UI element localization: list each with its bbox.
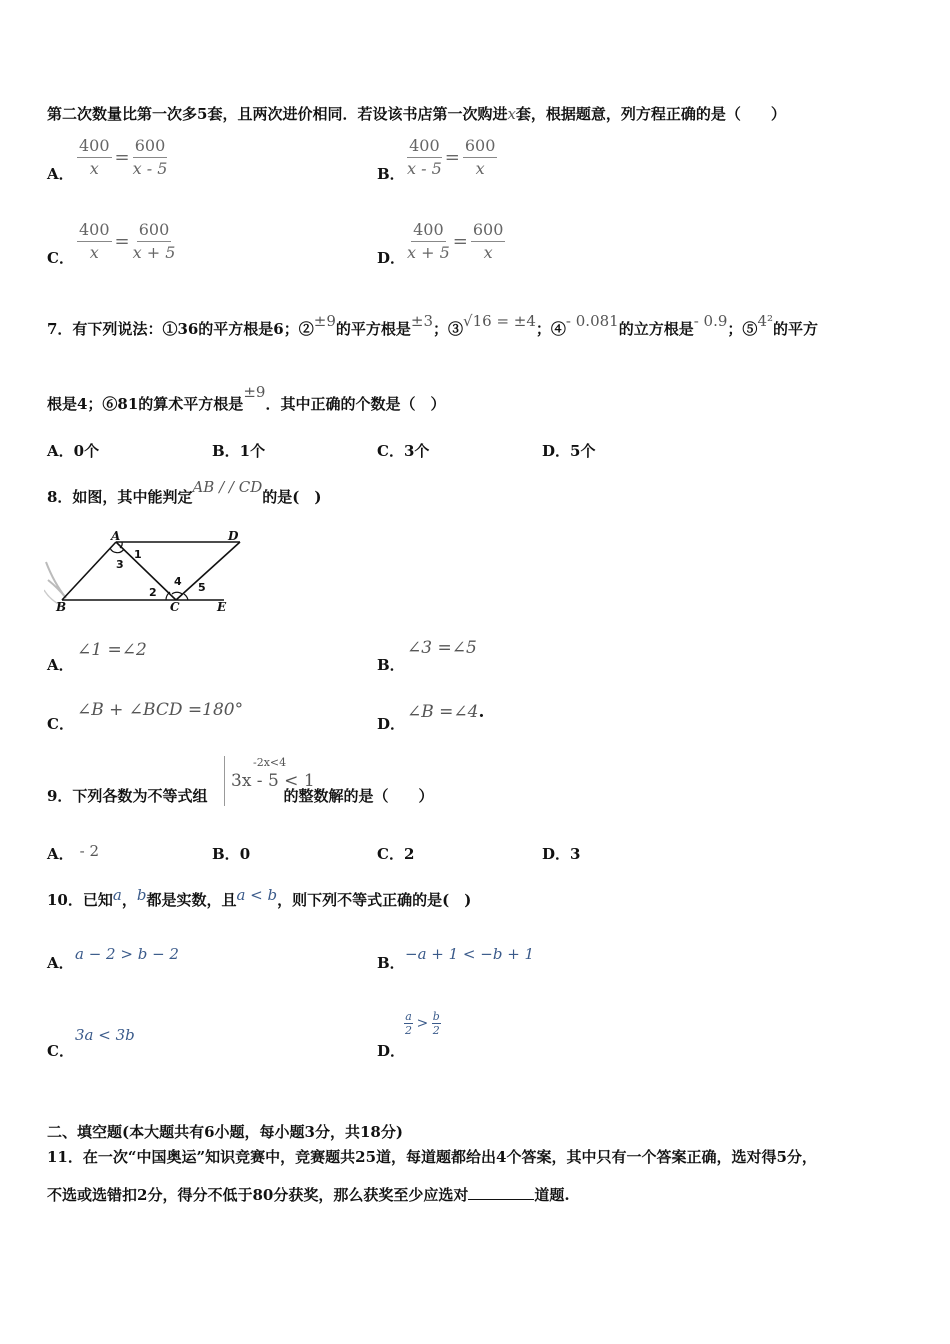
option-label: D． xyxy=(377,249,406,267)
numerator: b xyxy=(432,1010,440,1023)
q6-option-b[interactable] xyxy=(377,163,405,184)
q10-var-a: a xyxy=(112,886,122,904)
option-label: C． xyxy=(47,249,74,267)
line-CD xyxy=(176,542,240,600)
numerator: 400 xyxy=(411,219,446,242)
q8-stem xyxy=(47,478,322,507)
q6-option-a-equation xyxy=(77,135,167,180)
q8-option-d-tail: . xyxy=(478,702,485,722)
q10-option-c-math: 3a < 3b xyxy=(75,1026,135,1044)
q7-text: ；⑤ xyxy=(727,320,758,338)
equals-sign: = xyxy=(114,147,130,168)
numerator: 400 xyxy=(77,135,112,158)
q10-text: ，则下列不等式正确的是( ) xyxy=(277,891,472,909)
numerator: 600 xyxy=(463,135,498,158)
q7-math: - 0.9 xyxy=(693,312,728,330)
q6-option-d-equation xyxy=(407,219,505,264)
q9-option-b[interactable] xyxy=(212,843,250,864)
numerator: 600 xyxy=(471,219,506,242)
q8-option-d[interactable]: D． xyxy=(377,715,406,733)
q6-option-b-equation xyxy=(407,135,497,180)
q6-var: x xyxy=(507,105,516,123)
q10-option-a-math: a − 2 > b − 2 xyxy=(75,945,179,963)
angle-arc-2 xyxy=(166,592,170,600)
q10-text: 都是实数，且 xyxy=(146,891,237,909)
numerator: 400 xyxy=(77,219,112,242)
point-label-B: B xyxy=(56,600,67,614)
option-label: A． xyxy=(47,165,74,183)
q9-option-c-value: 2 xyxy=(403,845,415,863)
line-AC xyxy=(116,542,176,600)
denominator: x + 5 xyxy=(407,243,450,262)
angle-label-3: 3 xyxy=(116,558,124,571)
q9-option-b-value: 0 xyxy=(239,845,251,863)
q9-option-c[interactable] xyxy=(377,843,414,864)
q8-option-a-math: ∠1 =∠2 xyxy=(77,640,147,660)
angle-arc-4 xyxy=(172,592,182,594)
q7-text: ；④ xyxy=(535,320,566,338)
equals-sign: = xyxy=(114,231,130,252)
q6-option-c-equation xyxy=(77,219,175,264)
q7-math: 4² xyxy=(757,312,773,330)
q11-stem-line1: 11．在一次“中国奥运”知识竞赛中，竞赛题共25道，每道题都给出4个答案，其中只有一个答案正确，选对得5分， xyxy=(47,1148,817,1166)
denominator: 2 xyxy=(432,1024,440,1037)
q8-figure xyxy=(44,528,249,616)
option-label: D． xyxy=(542,845,571,863)
angle-label-4: 4 xyxy=(174,575,182,588)
q7-math-sqrt: √16 = ±4 xyxy=(463,312,536,330)
q6-stem xyxy=(47,103,786,124)
q7-math: - 0.081 xyxy=(565,312,619,330)
q6-option-a[interactable] xyxy=(47,163,74,184)
q10-option-a[interactable]: A． xyxy=(47,954,74,972)
q10-text: ， xyxy=(121,891,137,909)
answer-blank[interactable] xyxy=(468,1185,534,1200)
q6-option-d[interactable] xyxy=(377,247,405,268)
q9-text: 的整数解的是（ ） xyxy=(283,787,434,805)
figure-smudge-mark xyxy=(46,562,66,598)
denominator: x xyxy=(483,243,493,262)
q8-option-a[interactable]: A． xyxy=(47,656,74,674)
option-label: B． xyxy=(377,165,405,183)
equals-sign: = xyxy=(444,147,460,168)
q6-text2: 套，根据题意，列方程正确的是（ ） xyxy=(515,105,786,123)
q6-text: 第二次数量比第一次多5套，且两次进价相同．若设该书店第一次购进 xyxy=(47,105,508,123)
q8-option-d-math: ∠B =∠4 xyxy=(407,702,479,722)
numerator: a xyxy=(405,1010,412,1023)
angle-label-1: 1 xyxy=(134,548,142,561)
greater-than-sign: > xyxy=(416,1015,429,1032)
denominator: x xyxy=(475,159,485,178)
denominator: x xyxy=(89,243,99,262)
q9-option-a-math: - 2 xyxy=(79,842,100,860)
q7-text: ．其中正确的个数是（ ） xyxy=(265,395,446,413)
q7-text: 根是4；⑥81的算术平方根是 xyxy=(47,395,244,413)
numerator: 400 xyxy=(407,135,442,158)
q9-system-bottom: 3x - 5 < 1 xyxy=(231,771,315,791)
line-AB xyxy=(62,542,116,600)
q10-option-b-math: −a + 1 < −b + 1 xyxy=(405,945,535,963)
q8-option-b[interactable]: B． xyxy=(377,656,405,674)
q11-text: 不选或选错扣2分，得分不低于80分获奖，那么获奖至少应选对 xyxy=(47,1186,469,1204)
q8-option-c-math: ∠B + ∠BCD =180° xyxy=(77,700,244,720)
denominator: x + 5 xyxy=(132,243,176,262)
numerator: 600 xyxy=(133,135,168,158)
q7-stem-line1 xyxy=(47,312,819,339)
angle-label-5: 5 xyxy=(198,581,206,594)
q10-text: 10．已知 xyxy=(47,891,113,909)
q9-text: 9．下列各数为不等式组 xyxy=(47,787,208,805)
q8-text: 的是( ) xyxy=(262,488,322,506)
q9-system-top: -2x<4 xyxy=(253,756,287,769)
q9-inequality-system xyxy=(224,756,315,806)
denominator: x - 5 xyxy=(132,159,168,178)
q10-condition: a < b xyxy=(236,886,278,904)
angle-label-2: 2 xyxy=(149,586,157,599)
section-heading: 二、填空题(本大题共有6小题，每小题3分，共18分) xyxy=(47,1123,403,1141)
q8-math: AB / / CD xyxy=(192,478,263,496)
q8-option-d-math-wrap xyxy=(407,702,484,722)
q7-text: 的平方 xyxy=(773,320,819,338)
q8-option-b-math: ∠3 =∠5 xyxy=(407,638,477,658)
point-label-D: D xyxy=(228,529,239,543)
q10-var-b: b xyxy=(136,886,147,904)
q7-text: 7．有下列说法：①36的平方根是6；② xyxy=(47,320,314,338)
point-label-E: E xyxy=(217,600,227,614)
q10-option-d[interactable]: D． xyxy=(377,1042,406,1060)
q7-text: 的立方根是 xyxy=(618,320,694,338)
option-label: A． xyxy=(47,845,74,863)
numerator: 600 xyxy=(137,219,172,242)
q10-option-d-math xyxy=(404,1010,441,1037)
q8-option-c[interactable]: C． xyxy=(47,715,74,733)
equals-sign: = xyxy=(452,231,468,252)
q7-option-c[interactable]: C．3个 xyxy=(377,442,430,460)
q7-text: 的平方根是 xyxy=(335,320,411,338)
q9-option-d[interactable] xyxy=(542,843,580,864)
q10-stem xyxy=(47,886,472,910)
q7-option-a[interactable]: A．0个 xyxy=(47,442,100,460)
q8-text: 8．如图，其中能判定 xyxy=(47,488,193,506)
option-label: C． xyxy=(377,845,404,863)
q6-option-c[interactable] xyxy=(47,247,74,268)
q7-option-d[interactable]: D．5个 xyxy=(542,442,596,460)
q9-option-d-value: 3 xyxy=(570,845,581,863)
q7-stem-line2 xyxy=(47,383,446,414)
denominator: x xyxy=(89,159,99,178)
point-label-C: C xyxy=(170,600,180,614)
q10-option-c[interactable]: C． xyxy=(47,1042,74,1060)
q9-option-a[interactable] xyxy=(47,843,99,864)
denominator: x - 5 xyxy=(407,159,442,178)
q7-math: ±9 xyxy=(313,312,336,330)
q7-math: ±9 xyxy=(243,383,266,401)
q7-text: ；③ xyxy=(433,320,464,338)
point-label-A: A xyxy=(111,529,121,543)
q11-text: 道题. xyxy=(534,1186,570,1204)
q7-option-b[interactable]: B．1个 xyxy=(212,442,266,460)
q11-stem-line2 xyxy=(47,1184,570,1205)
q10-option-b[interactable]: B． xyxy=(377,954,405,972)
q7-math: ±3 xyxy=(410,312,434,330)
denominator: 2 xyxy=(405,1024,412,1037)
option-label: B． xyxy=(212,845,240,863)
angle-arc-5 xyxy=(184,594,188,600)
